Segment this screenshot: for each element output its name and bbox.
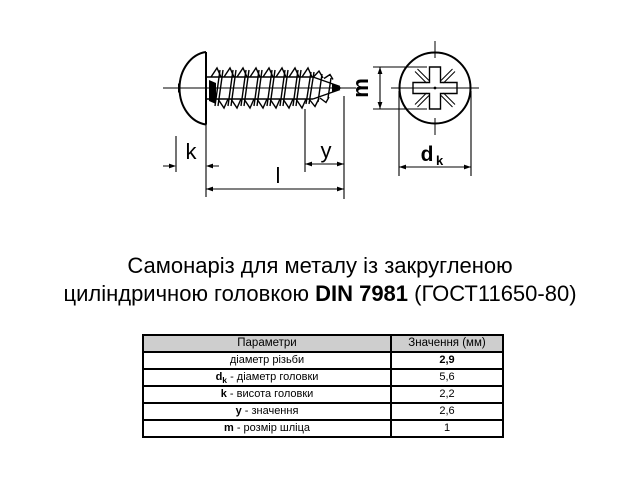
table-header-row xyxy=(143,335,503,352)
dimension-y xyxy=(305,96,344,199)
dimension-label-l: l xyxy=(275,163,281,188)
dimension-label-dk: d xyxy=(420,143,434,166)
table-row xyxy=(143,352,503,369)
dimension-k xyxy=(163,125,219,198)
table-row xyxy=(143,386,503,403)
param-thread-diameter: діаметр різьби xyxy=(143,352,391,369)
value-y-value: 2,6 xyxy=(391,403,503,420)
spec-table xyxy=(142,334,504,438)
screw-side-view xyxy=(163,52,356,125)
title-line-1: Самонаріз для металу із закругленою xyxy=(127,253,513,278)
table-row xyxy=(143,403,503,420)
column-header-parameters: Параметри xyxy=(143,335,391,352)
value-recess-size: 1 xyxy=(391,420,503,437)
param-recess-size: m - розмір шліца xyxy=(143,420,391,437)
table-row xyxy=(143,420,503,437)
dimension-label-m: m xyxy=(348,78,373,98)
value-thread-diameter: 2,9 xyxy=(391,352,503,369)
param-head-height: k - висота головки xyxy=(143,386,391,403)
thread-runout xyxy=(209,80,216,104)
value-head-height: 2,2 xyxy=(391,386,503,403)
title-line-2: циліндричною головкою DIN 7981 (ГОСТ11650-80) xyxy=(63,281,577,306)
dimension-l xyxy=(206,163,344,191)
page-title xyxy=(0,252,640,308)
value-head-diameter: 5,6 xyxy=(391,369,503,386)
recess-center-dot xyxy=(434,87,437,90)
table-row xyxy=(143,369,503,386)
dimension-label-k: k xyxy=(185,139,197,164)
dimension-label-dk-sub: k xyxy=(436,153,444,168)
dimension-label-y: y xyxy=(320,138,332,163)
param-y-value: y - значення xyxy=(143,403,391,420)
param-head-diameter: $d_k$ - діаметр головки xyxy=(143,369,391,386)
title-din-number: DIN 7981 xyxy=(315,281,409,306)
screw-head-front-view xyxy=(391,41,479,135)
column-header-value: Значення (мм) xyxy=(391,335,503,352)
